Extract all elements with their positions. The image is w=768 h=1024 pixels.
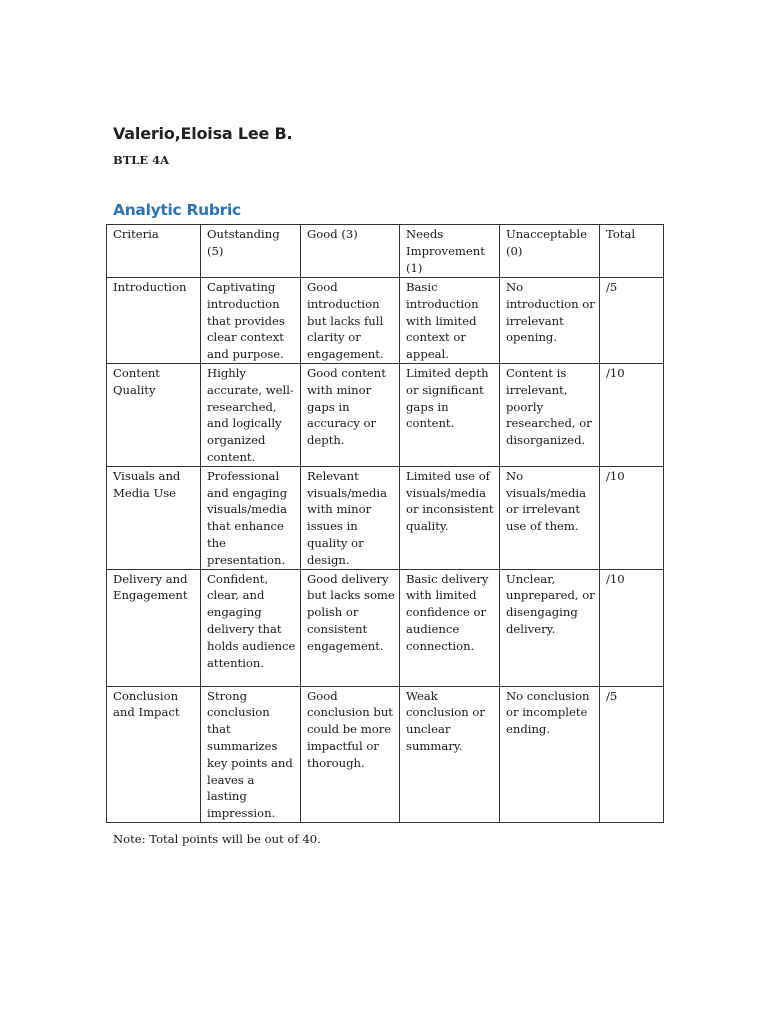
total-cell: /5 — [600, 686, 664, 822]
total-cell: /5 — [600, 278, 664, 364]
header-cell-unacceptable: Unacceptable (0) — [500, 225, 600, 278]
total-cell: /10 — [600, 466, 664, 569]
table-row — [107, 466, 664, 569]
criteria-cell: Introduction — [107, 278, 201, 364]
unacceptable-cell: Content is irrelevant, poorly researched, or disorganized. — [500, 363, 600, 466]
good-cell: Good content with minor gaps in accuracy or depth. — [301, 363, 400, 466]
good-cell: Relevant visuals/media with minor issues in quality or design. — [301, 466, 400, 569]
needs-improvement-cell: Limited use of visuals/media or inconsistent quality. — [400, 466, 500, 569]
outstanding-cell: Confident, clear, and engaging delivery that holds audience attention. — [201, 569, 301, 686]
good-cell: Good delivery but lacks some polish or consistent engagement. — [301, 569, 400, 686]
rubric-title: Analytic Rubric — [113, 201, 241, 219]
outstanding-cell: Strong conclusion that summarizes key points and leaves a lasting impression. — [201, 686, 301, 822]
good-cell: Good conclusion but could be more impactful or thorough. — [301, 686, 400, 822]
unacceptable-cell: No conclusion or incomplete ending. — [500, 686, 600, 822]
outstanding-cell: Professional and engaging visuals/media that enhance the presentation. — [201, 466, 301, 569]
table-row — [107, 569, 664, 686]
outstanding-cell: Highly accurate, well-researched, and logically organized content. — [201, 363, 301, 466]
header-cell-good: Good (3) — [301, 225, 400, 278]
table-row — [107, 278, 664, 364]
header-cell-criteria: Criteria — [107, 225, 201, 278]
table-header-row — [107, 225, 664, 278]
student-name: Valerio,Eloisa Lee B. — [113, 124, 293, 143]
criteria-cell: Conclusion and Impact — [107, 686, 201, 822]
total-cell: /10 — [600, 363, 664, 466]
criteria-cell: Visuals and Media Use — [107, 466, 201, 569]
table-row — [107, 686, 664, 822]
rubric-table — [106, 224, 664, 823]
header-cell-outstanding: Outstanding (5) — [201, 225, 301, 278]
unacceptable-cell: No introduction or irrelevant opening. — [500, 278, 600, 364]
needs-improvement-cell: Basic introduction with limited context or appeal. — [400, 278, 500, 364]
unacceptable-cell: No visuals/media or irrelevant use of them. — [500, 466, 600, 569]
criteria-cell: Content Quality — [107, 363, 201, 466]
good-cell: Good introduction but lacks full clarity or engagement. — [301, 278, 400, 364]
criteria-cell: Delivery and Engagement — [107, 569, 201, 686]
table-row — [107, 363, 664, 466]
needs-improvement-cell: Basic delivery with limited confidence or audience connection. — [400, 569, 500, 686]
unacceptable-cell: Unclear, unprepared, or disengaging delivery. — [500, 569, 600, 686]
header-cell-needs-improvement: Needs Improvement (1) — [400, 225, 500, 278]
total-cell: /10 — [600, 569, 664, 686]
needs-improvement-cell: Limited depth or significant gaps in content. — [400, 363, 500, 466]
header-cell-total: Total — [600, 225, 664, 278]
needs-improvement-cell: Weak conclusion or unclear summary. — [400, 686, 500, 822]
student-section: BTLE 4A — [113, 153, 170, 167]
total-points-note: Note: Total points will be out of 40. — [113, 832, 321, 846]
outstanding-cell: Captivating introduction that provides clear context and purpose. — [201, 278, 301, 364]
